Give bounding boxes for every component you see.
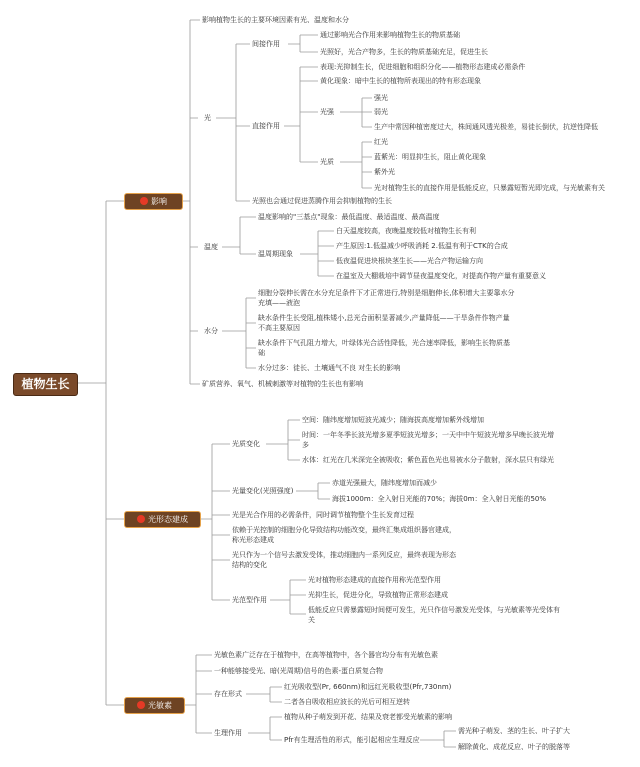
light-node[interactable]: 光 [204, 114, 211, 122]
temperature-connector [222, 217, 256, 254]
morph-connector [200, 444, 230, 600]
red-light-text: 红光 [374, 138, 388, 146]
water-text-3: 缺水条件下气孔阻力增大，叶绿体光合活性降低，光合速率降低，影响生长物质基础 [258, 339, 510, 357]
intensity-change-connector [296, 483, 330, 499]
quality-node[interactable]: 光质 [320, 158, 334, 166]
weak-light-text: 弱光 [374, 108, 388, 116]
branch-morphogenesis-label: 光形态建成 [148, 515, 188, 524]
physio-connector [248, 717, 282, 740]
water-body-text: 水体：红光在几米深完全被吸收；紫色蓝色光也易被水分子散射，深水层只有绿光 [302, 456, 554, 464]
bullet-icon [137, 701, 145, 709]
direct-node[interactable]: 直接作用 [252, 122, 280, 130]
water-text-1: 细胞分裂伸长需在水分充足条件下才正常进行,特别是细胞伸长,体积增大主要靠水分充填——液泡 [258, 289, 515, 307]
branch-morphogenesis[interactable] [124, 511, 201, 528]
forms-node[interactable]: 存在形式 [214, 690, 242, 698]
signal-text: 光只作为一个信号去激发受体，推动细胞内一系列反应，最终表现为形态结构的变化 [232, 551, 456, 569]
bullet-icon [140, 197, 148, 205]
effect-text-1: 需光种子萌发、茎的生长、叶子扩大 [458, 727, 570, 735]
direct-connector [284, 67, 318, 162]
physio-text-2: Pfr有生理活性的形式，能引起相应生理反应 [284, 736, 420, 744]
intensity-change-node[interactable]: 光量变化(光照强度) [232, 487, 294, 495]
indirect-connector [288, 35, 318, 52]
thermo-text-1: 白天温度较高，夜晚温度较低对植物生长有利 [336, 227, 476, 235]
thermoperiod-node[interactable]: 温周期现象 [258, 250, 293, 258]
physio-text-1: 植物从种子萌发到开花、结果及衰老都受光敏素的影响 [284, 713, 452, 721]
indirect-node[interactable]: 间接作用 [252, 40, 280, 48]
physiology-node[interactable]: 生理作用 [214, 729, 242, 737]
photo-connector [184, 655, 212, 733]
direct-text-1: 表现:光抑制生长，促进细胞和组织分化——植物形态建成必需条件 [320, 63, 526, 71]
branch-influence[interactable] [124, 193, 183, 210]
paradigm-text-3: 低能反应只需暴露短时间便可发生，光只作信号激发光受体，与光敏素等光受体有关 [308, 606, 560, 624]
branch-phytochrome-label: 光敏素 [148, 701, 172, 710]
water-node[interactable]: 水分 [204, 327, 218, 335]
spectrum-change-node[interactable]: 光质变化 [232, 440, 260, 448]
thermo-text-3: 低夜温促进块根块茎生长——光合产物运输方向 [336, 257, 483, 265]
forms-connector [246, 687, 282, 702]
indirect-text-2: 光照好，光合产物多，生长的物质基础充足，促进生长 [320, 48, 488, 56]
form-text-1: 红光吸收型(Pr, 660nm)和远红光吸收型(Pfr,730nm) [284, 683, 452, 691]
phytochrome-text-2: 一种能够接受光、暗(光周期)信号的色素-蛋白质复合物 [214, 667, 383, 675]
quality-desc: 光对植物生长的直接作用是低能反应，只暴露短暂光即完成，与光敏素有关 [374, 184, 605, 192]
strong-light-text: 强光 [374, 94, 388, 102]
effect-text-2: 解除黄化、成花反应、叶子的脱落等 [458, 743, 570, 751]
photomorphogenic-node[interactable]: 光范型作用 [232, 596, 267, 604]
thermo-text-2: 产生原因:1.低温减少呼吸消耗 2.低温有利于CTK的合成 [336, 242, 508, 250]
effect-connector [420, 731, 456, 747]
form-text-2: 二者各自吸收相应波长的光后可相互逆转 [284, 698, 410, 706]
spectrum-connector [266, 420, 300, 460]
temperature-node[interactable]: 温度 [204, 243, 218, 251]
necessity-text: 光是光合作用的必需条件，同时调节植物整个生长发育过程 [232, 511, 414, 519]
time-text: 时间：一年冬季长波光增多夏季短波光增多；一天中中午短波光增多早晚长波光增多 [302, 431, 554, 449]
light-connector [216, 44, 250, 201]
paradigm-text-1: 光对植物形态建成的直接作用称光范型作用 [308, 576, 441, 584]
influence-connector [182, 20, 200, 384]
quality-connector [340, 142, 372, 188]
water-connector [222, 298, 256, 368]
definition-text: 依赖于光控制的细胞分化导致结构功能改变，最终汇集成组织器官建成，称光形态建成 [232, 526, 456, 544]
weak-light-desc: 生产中常因种植密度过大，株间通风透光极差，易徒长倒伏，抗逆性降低 [374, 123, 598, 131]
main-factors-text: 影响植物生长的主要环境因素有光、温度和水分 [202, 16, 349, 24]
light-note-text: 光照也会通过促进蒸腾作用会抑制植物的生长 [252, 197, 392, 205]
root-node[interactable]: 植物生长 [13, 373, 78, 396]
direct-text-2: 黄化现象：暗中生长的植物所表现出的特有形态现象 [320, 77, 481, 85]
branch-influence-label: 影响 [151, 197, 167, 206]
minerals-text: 矿质营养、氧气、机械刺激等对植物的生长也有影响 [202, 380, 363, 388]
altitude-text: 海拔1000m：全入射日光能的70%；海拔0m：全入射日光能的50% [332, 495, 547, 503]
phytochrome-text-1: 光敏色素广泛存在于植物中，在高等植物中，各个器官均分布有光敏色素 [214, 651, 438, 659]
water-text-4: 水分过多：徒长、土壤通气不良 对生长的影响 [258, 364, 401, 372]
indirect-text-1: 通过影响光合作用来影响植物生长的物质基础 [320, 31, 460, 39]
branch-phytochrome[interactable] [124, 697, 185, 714]
blue-violet-text: 蓝紫光：明显抑生长，阻止黄化现象 [374, 153, 486, 161]
equator-text: 赤道光强最大，随纬度增加而减少 [332, 479, 437, 487]
bullet-icon [137, 515, 145, 523]
intensity-connector [340, 98, 372, 127]
water-text-2: 缺水条件生长受阻,植株矮小,总光合面积显著减少,产量降低——干旱条件作物产量不高主要原因 [258, 314, 510, 332]
space-text: 空间：随纬度增加短波光减少；随海拔高度增加紫外线增加 [302, 416, 484, 424]
paradigm-text-2: 光抑生长，促进分化，导致植物正常形态建成 [308, 591, 448, 599]
root-connector [76, 201, 124, 705]
thermo-connector [300, 231, 334, 276]
three-basic-text: 温度影响的"三基点"现象：最低温度、最适温度、最高温度 [258, 213, 440, 221]
uv-text: 紫外光 [374, 168, 395, 176]
intensity-node[interactable]: 光强 [320, 108, 334, 116]
paradigm-connector [270, 580, 306, 614]
thermo-text-4: 在温室及大棚栽培中调节昼夜温度变化，对提高作物产量有重要意义 [336, 272, 546, 280]
